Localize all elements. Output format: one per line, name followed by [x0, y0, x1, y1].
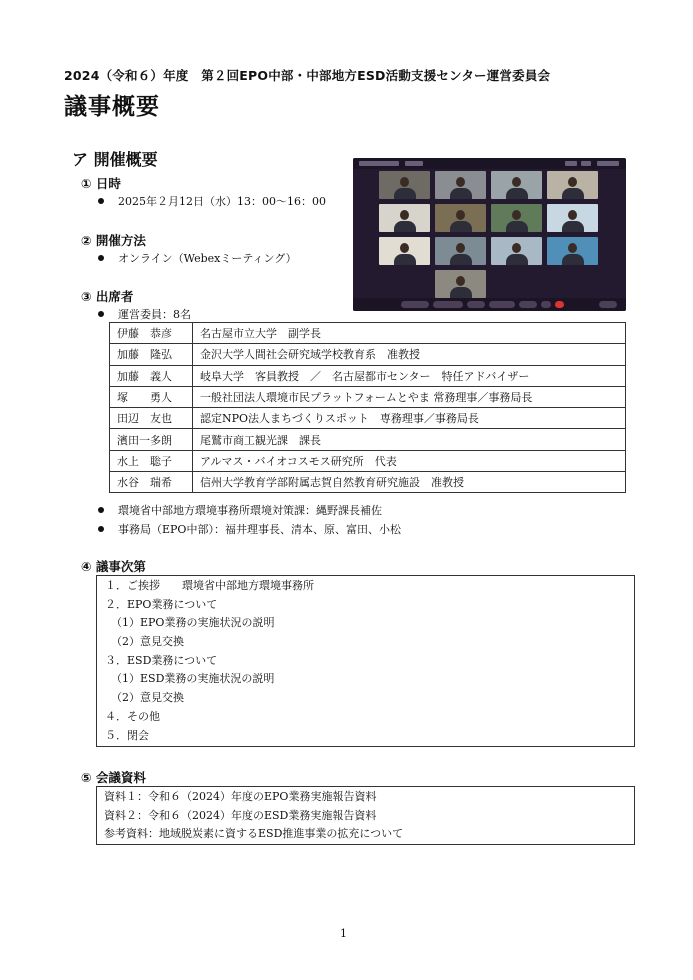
agenda-item: １．ご挨拶 環境省中部地方環境事務所 [105, 579, 314, 592]
subheading-agenda: ④ 議事次第 [81, 559, 146, 574]
participant-tile [379, 171, 430, 199]
agenda-item: ４．その他 [105, 709, 160, 723]
ministry-attendee: 環境省中部地方環境事務所環境対策課：縄野課長補佐 [118, 504, 382, 517]
secretariat-item [98, 521, 401, 537]
section-heading-overview: ア 開催概要 [72, 150, 158, 169]
material-item: 資料１：令和６（2024）年度のEPO業務実施報告資料 [104, 790, 377, 803]
video-conference-screenshot [353, 158, 626, 311]
material-item: 資料２：令和６（2024）年度のESD業務実施報告資料 [104, 808, 377, 822]
attendee-name: 水上 聡子 [110, 450, 193, 471]
attendee-affiliation: 尾鷲市商工観光課 課長 [193, 429, 626, 450]
table-row [110, 429, 626, 450]
participant-tile [435, 171, 486, 199]
participant-tile [379, 204, 430, 232]
method-item [98, 250, 297, 266]
participant-tile [435, 237, 486, 265]
method-value: オンライン（Webexミーティング） [118, 252, 297, 265]
attendee-affiliation: 金沢大学人間社会研究域学校教育系 准教授 [193, 344, 626, 365]
attendee-affiliation: アルマス・バイオコスモス研究所 代表 [193, 450, 626, 471]
attendee-name: 水谷 瑞希 [110, 472, 193, 493]
meeting-window-titlebar [353, 158, 626, 169]
attendee-affiliation: 一般社団法人環境市民プラットフォームとやま 常務理事／事務局長 [193, 386, 626, 407]
attendee-name: 田辺 友也 [110, 408, 193, 429]
table-row [110, 323, 626, 344]
table-row [110, 365, 626, 386]
subheading-materials: ⑤ 会議資料 [81, 770, 146, 785]
attendee-affiliation: 認定NPO法人まちづくりスポット 専務理事／事務局長 [193, 408, 626, 429]
bullet-icon [98, 526, 104, 532]
table-row [110, 450, 626, 471]
agenda-subitem: （2）意見交換 [111, 635, 184, 649]
participant-tile [491, 204, 542, 232]
attendee-name: 塚 勇人 [110, 386, 193, 407]
agenda-item: ２．EPO業務について [105, 597, 218, 611]
participant-tile [547, 204, 598, 232]
bullet-icon [98, 255, 104, 261]
agenda-subitem: （2）意見交換 [111, 691, 184, 705]
ministry-item [98, 502, 382, 518]
attendee-affiliation: 岐阜大学 客員教授 ／ 名古屋都市センター 特任アドバイザー [193, 365, 626, 386]
table-row [110, 408, 626, 429]
attendee-affiliation: 名古屋市立大学 副学長 [193, 323, 626, 344]
materials-box [96, 786, 635, 845]
participant-tile [435, 204, 486, 232]
material-item: 参考資料：地域脱炭素に資するESD推進事業の拡充について [104, 827, 404, 841]
agenda-item: ５．閉会 [105, 728, 149, 742]
agenda-box [96, 575, 635, 747]
participant-tile [491, 171, 542, 199]
bullet-icon [98, 311, 104, 317]
agenda-subitem: （1）EPO業務の実施状況の説明 [111, 616, 275, 630]
attendee-name: 濱田一多朗 [110, 429, 193, 450]
table-row [110, 386, 626, 407]
attendee-table [109, 322, 626, 493]
attendee-name: 加藤 義人 [110, 365, 193, 386]
participant-tile [379, 237, 430, 265]
datetime-value: 2025年２月12日（水）13：00～16：00 [118, 195, 326, 208]
attendee-affiliation: 信州大学教育学部附属志賀自然教育研究施設 准教授 [193, 472, 626, 493]
participant-tile [491, 237, 542, 265]
secretariat-attendees: 事務局（EPO中部）：福井理事長、清本、原、富田、小松 [118, 523, 401, 536]
page-title: 議事概要 [64, 94, 160, 120]
bullet-icon [98, 507, 104, 513]
bullet-icon [98, 198, 104, 204]
agenda-subitem: （1）ESD業務の実施状況の説明 [111, 672, 275, 686]
participant-tile [547, 237, 598, 265]
subheading-datetime: ① 日時 [81, 176, 121, 191]
participant-tile [435, 270, 486, 298]
meeting-controls-bar [353, 298, 626, 311]
meeting-title: 2024（令和６）年度 第２回EPO中部・中部地方ESD活動支援センター運営委員会 [64, 68, 551, 83]
participant-tile [547, 171, 598, 199]
attendee-name: 加藤 隆弘 [110, 344, 193, 365]
agenda-item: ３．ESD業務について [105, 653, 218, 667]
committee-count-item [98, 306, 191, 322]
committee-count: 運営委員：8名 [118, 308, 191, 321]
datetime-item [98, 193, 326, 209]
attendee-name: 伊藤 恭彦 [110, 323, 193, 344]
table-row [110, 472, 626, 493]
subheading-method: ② 開催方法 [81, 233, 146, 248]
table-row [110, 344, 626, 365]
page-number: 1 [340, 927, 347, 940]
subheading-attendees: ③ 出席者 [81, 289, 134, 304]
